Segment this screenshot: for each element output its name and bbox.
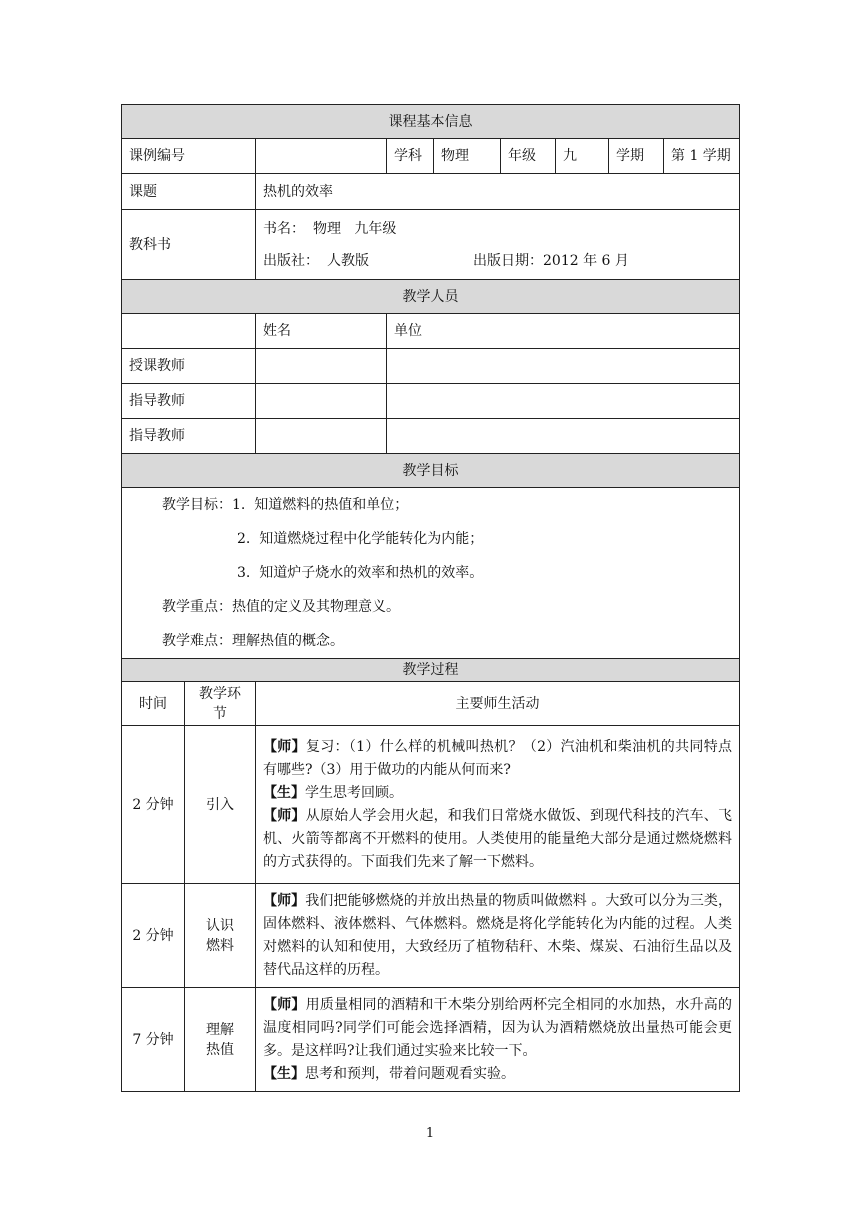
speaker-tag: 【师】 <box>263 892 306 909</box>
book-name-line <box>263 219 732 239</box>
activity-text: 学生思考回顾。 <box>305 784 403 801</box>
staff-row <box>122 349 740 384</box>
page-number: 1 <box>425 1126 435 1141</box>
case-no-label: 课例编号 <box>122 139 256 174</box>
staff-role: 指导教师 <box>122 419 256 454</box>
activity-line <box>263 805 732 874</box>
activity-text: 用质量相同的酒精和干木柴分别给两杯完全相同的水加热，水升高的温度相同吗?同学们可能会选择酒精，因为认为酒精燃烧放出量热可能会更多。是这样吗?让我们通过实验来比较一下。 <box>263 996 732 1059</box>
section-title: 课程基本信息 <box>122 105 740 139</box>
grade-value: 九 <box>556 139 609 174</box>
objective-line <box>162 522 732 556</box>
activity-line <box>263 782 732 805</box>
staff-name <box>256 384 387 419</box>
publisher-line <box>263 251 732 271</box>
speaker-tag: 【师】 <box>263 996 306 1013</box>
staff-name <box>256 349 387 384</box>
staff-header-row <box>122 314 740 349</box>
process-row <box>122 988 740 1092</box>
topic-row <box>122 174 740 210</box>
term-label: 学期 <box>609 139 664 174</box>
key-point: 教学重点：热值的定义及其物理意义。 <box>162 599 400 615</box>
process-row <box>122 726 740 884</box>
goals-row <box>122 488 740 659</box>
textbook-label: 教科书 <box>122 210 256 280</box>
speaker-tag: 【师】 <box>263 807 306 824</box>
activity-line <box>263 994 732 1063</box>
process-activity <box>256 726 740 884</box>
case-no-value <box>256 139 387 174</box>
textbook-details <box>256 210 740 280</box>
objectives-label: 教学目标： <box>162 497 232 513</box>
process-time: 2 分钟 <box>122 884 185 988</box>
activity-header: 主要师生活动 <box>256 682 740 726</box>
staff-role-header <box>122 314 256 349</box>
section-title: 教学过程 <box>122 659 740 682</box>
stage-header: 教学环节 <box>185 682 256 726</box>
staff-unit <box>387 349 740 384</box>
staff-name-header: 姓名 <box>256 314 387 349</box>
activity-line <box>263 890 732 982</box>
activity-text: 从原始人学会用火起，和我们日常烧水做饭、到现代科技的汽车、飞机、火箭等都离不开燃料的使用。人类使用的能量绝大部分是通过燃烧燃料的方式获得的。下面我们先来了解一下燃料。 <box>263 807 732 870</box>
pub-date-label: 出版日期： <box>473 252 543 269</box>
objective-item: 2. 知道燃烧过程中化学能转化为内能； <box>237 531 484 547</box>
section-header-process <box>122 659 740 682</box>
objective-line <box>162 488 732 522</box>
publisher-label: 出版社： <box>263 252 319 269</box>
activity-line <box>263 1063 732 1086</box>
staff-row <box>122 384 740 419</box>
lesson-plan-table <box>121 104 740 1092</box>
activity-text: 复习：（1）什么样的机械叫热机？（2）汽油机和柴油机的共同特点有哪些?（3）用于做功的内能从何而来? <box>263 738 732 778</box>
objective-item: 3. 知道炉子烧水的效率和热机的效率。 <box>237 565 484 581</box>
section-title: 教学人员 <box>122 280 740 314</box>
speaker-tag: 【生】 <box>263 784 305 801</box>
section-title: 教学目标 <box>122 454 740 488</box>
process-stage: 认识燃料 <box>185 884 256 988</box>
pub-date-value: 2012 年 6 月 <box>543 252 629 269</box>
topic-value: 热机的效率 <box>256 174 740 210</box>
staff-name <box>256 419 387 454</box>
section-header-staff <box>122 280 740 314</box>
book-name-value: 物理 九年级 <box>313 220 397 237</box>
staff-row <box>122 419 740 454</box>
publisher-value: 人教版 <box>327 252 369 269</box>
section-header-basic-info <box>122 105 740 139</box>
process-row <box>122 884 740 988</box>
textbook-row <box>122 210 740 280</box>
staff-unit <box>387 384 740 419</box>
staff-unit <box>387 419 740 454</box>
lesson-plan-sheet <box>121 104 739 1092</box>
staff-unit-header: 单位 <box>387 314 740 349</box>
activity-text: 我们把能够燃烧的并放出热量的物质叫做燃料 。大致可以分为三类，固体燃料、液体燃料、气体燃料。燃烧是将化学能转化为内能的过程。人类对燃料的认知和使用，大致经历了植物秸秆、木柴、煤炭、石油衍生品以及替代品这样的历程。 <box>263 892 732 978</box>
term-value: 第 1 学期 <box>664 139 740 174</box>
speaker-tag: 【生】 <box>263 1065 305 1082</box>
process-stage: 引入 <box>185 726 256 884</box>
activity-line <box>263 736 732 782</box>
grade-label: 年级 <box>501 139 556 174</box>
subject-label: 学科 <box>387 139 434 174</box>
objective-item: 1. 知道燃料的热值和单位； <box>232 497 409 513</box>
topic-label: 课题 <box>122 174 256 210</box>
goals-content <box>122 488 740 659</box>
objective-line <box>162 556 732 590</box>
process-header-row <box>122 682 740 726</box>
speaker-tag: 【师】 <box>263 738 306 755</box>
time-header: 时间 <box>122 682 185 726</box>
process-activity <box>256 884 740 988</box>
subject-value: 物理 <box>434 139 501 174</box>
process-stage: 理解热值 <box>185 988 256 1092</box>
case-row <box>122 139 740 174</box>
activity-text: 思考和预判，带着问题观看实验。 <box>305 1065 515 1082</box>
section-header-goals <box>122 454 740 488</box>
difficulty-point: 教学难点：理解热值的概念。 <box>162 633 344 649</box>
process-time: 2 分钟 <box>122 726 185 884</box>
staff-role: 授课教师 <box>122 349 256 384</box>
process-activity <box>256 988 740 1092</box>
book-name-label: 书名： <box>263 220 305 237</box>
staff-role: 指导教师 <box>122 384 256 419</box>
process-time: 7 分钟 <box>122 988 185 1092</box>
